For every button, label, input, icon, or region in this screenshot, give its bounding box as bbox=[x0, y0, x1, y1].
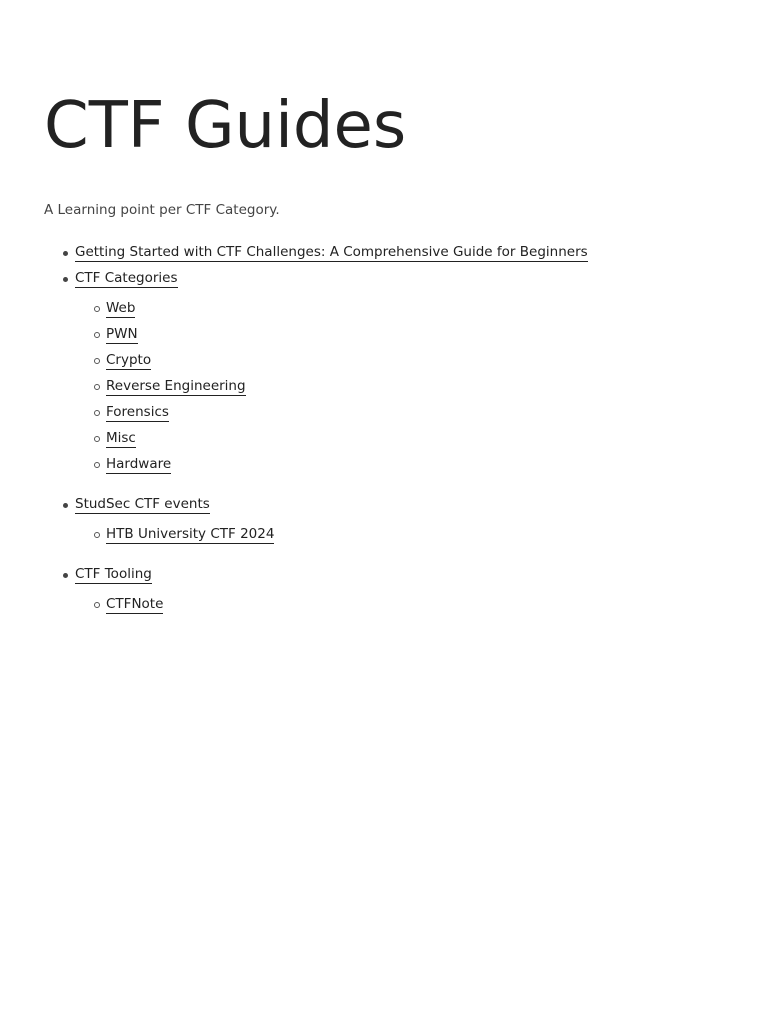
list-item bbox=[106, 377, 588, 395]
guide-list bbox=[44, 243, 588, 635]
link-misc[interactable]: Misc bbox=[106, 430, 136, 446]
list-item bbox=[106, 429, 588, 447]
list-item bbox=[106, 455, 588, 473]
events-sublist bbox=[75, 525, 588, 543]
link-web[interactable]: Web bbox=[106, 300, 136, 316]
page-subtitle: A Learning point per CTF Category. bbox=[44, 202, 280, 218]
list-item bbox=[75, 565, 588, 613]
link-ctf-categories[interactable]: CTF Categories bbox=[75, 270, 178, 286]
tooling-sublist bbox=[75, 595, 588, 613]
link-htb-university-ctf[interactable]: HTB University CTF 2024 bbox=[106, 526, 275, 542]
list-item bbox=[75, 243, 588, 261]
link-getting-started[interactable]: Getting Started with CTF Challenges: A Comprehensive Guide for Beginners bbox=[75, 244, 588, 260]
link-reverse-engineering[interactable]: Reverse Engineering bbox=[106, 378, 246, 394]
list-item bbox=[106, 525, 588, 543]
list-item bbox=[75, 495, 588, 543]
list-item bbox=[106, 595, 588, 613]
list-item bbox=[75, 269, 588, 473]
link-ctfnote[interactable]: CTFNote bbox=[106, 596, 164, 612]
list-item bbox=[106, 325, 588, 343]
link-hardware[interactable]: Hardware bbox=[106, 456, 172, 472]
list-item bbox=[106, 299, 588, 317]
link-crypto[interactable]: Crypto bbox=[106, 352, 152, 368]
link-studsec-events[interactable]: StudSec CTF events bbox=[75, 496, 210, 512]
list-item bbox=[106, 351, 588, 369]
list-item bbox=[106, 403, 588, 421]
link-forensics[interactable]: Forensics bbox=[106, 404, 169, 420]
page-title: CTF Guides bbox=[44, 89, 407, 163]
link-ctf-tooling[interactable]: CTF Tooling bbox=[75, 566, 152, 582]
link-pwn[interactable]: PWN bbox=[106, 326, 138, 342]
categories-sublist bbox=[75, 299, 588, 473]
